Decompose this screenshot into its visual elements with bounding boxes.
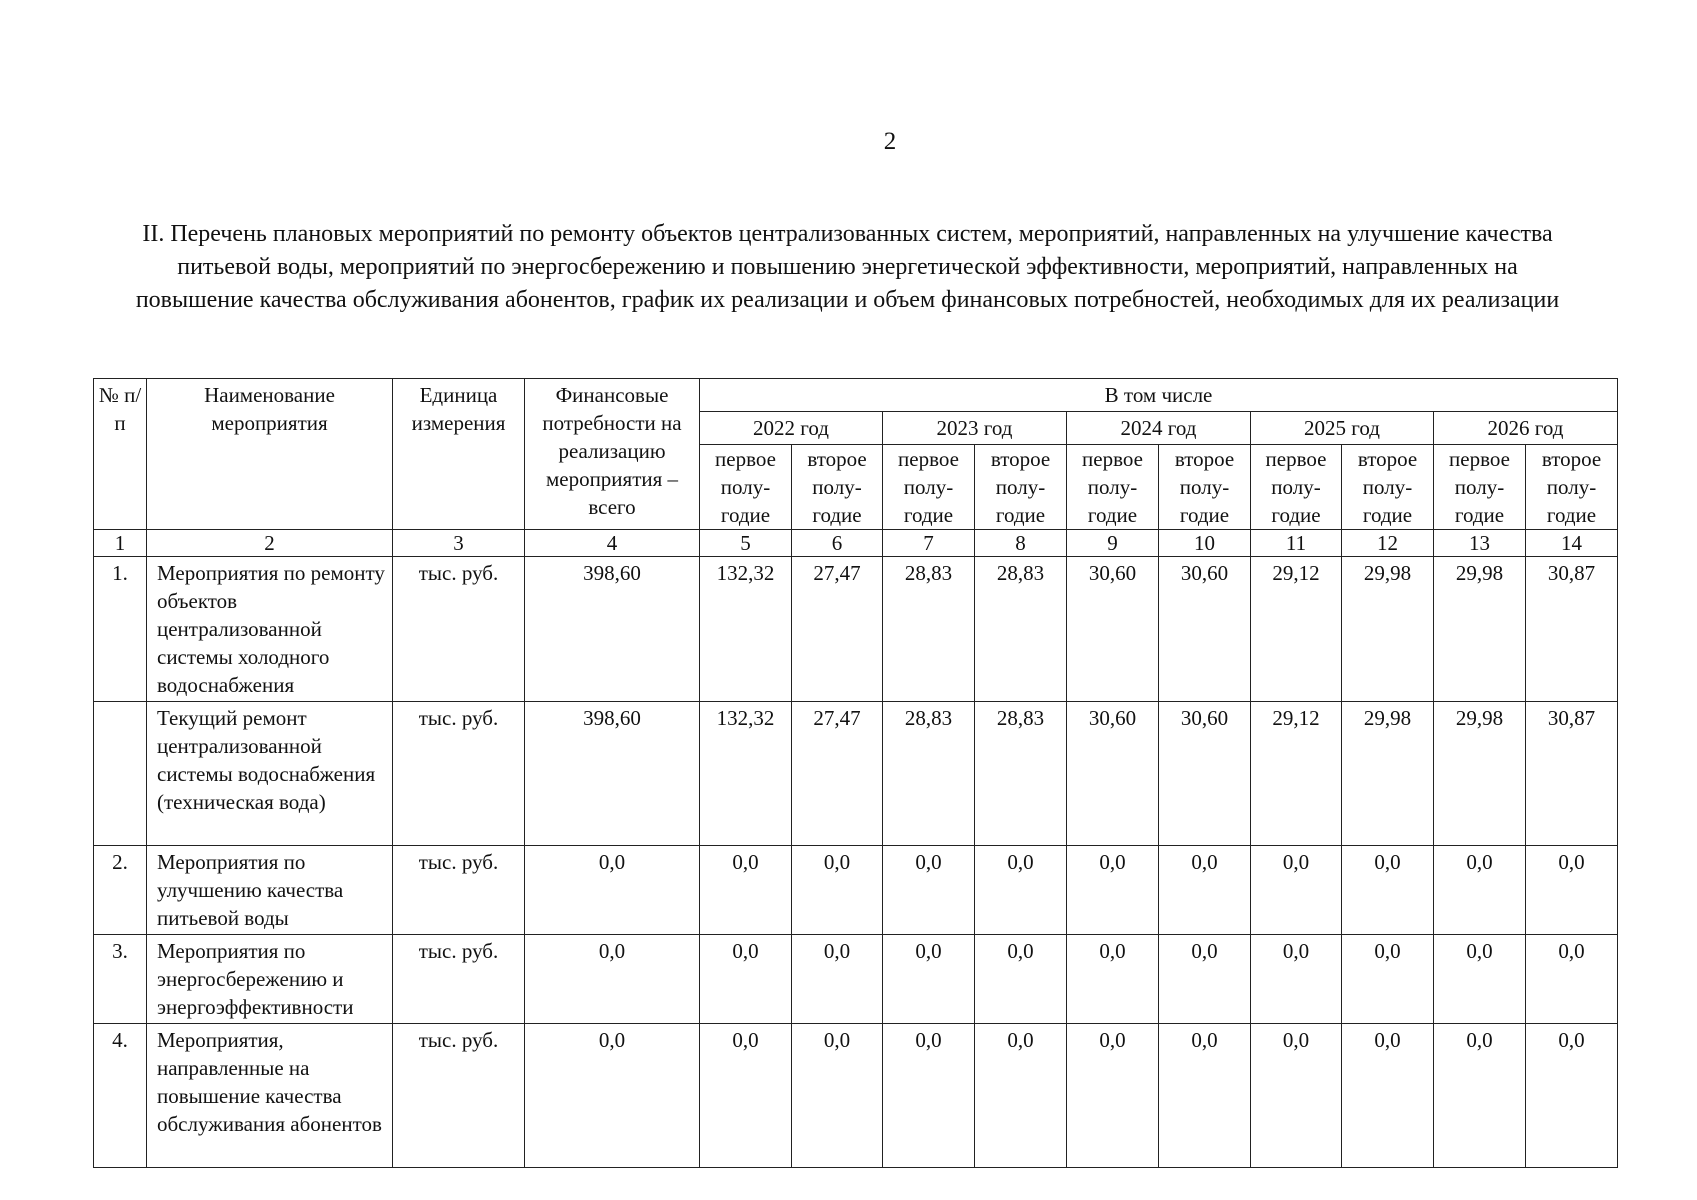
- row-value: 0,0: [792, 846, 883, 935]
- table-row: [94, 557, 1618, 702]
- header-second-half: второе полу-годие: [1159, 445, 1251, 530]
- row-value: 132,32: [700, 557, 792, 702]
- row-num: [94, 702, 147, 846]
- row-value: 30,60: [1159, 557, 1251, 702]
- row-value: 27,47: [792, 702, 883, 846]
- header-second-half: второе полу-годие: [1342, 445, 1434, 530]
- header-name: Наименование мероприятия: [147, 379, 393, 530]
- row-value: 0,0: [1159, 1024, 1251, 1168]
- row-value: 0,0: [1251, 1024, 1342, 1168]
- row-value: 0,0: [1434, 1024, 1526, 1168]
- row-num: 1.: [94, 557, 147, 702]
- row-value: 0,0: [700, 935, 792, 1024]
- row-value: 0,0: [1342, 935, 1434, 1024]
- row-num: 2.: [94, 846, 147, 935]
- row-unit: тыс. руб.: [393, 557, 525, 702]
- column-number: 8: [975, 530, 1067, 557]
- row-value: 0,0: [883, 846, 975, 935]
- header-year: 2022 год: [700, 412, 883, 445]
- header-year: 2024 год: [1067, 412, 1251, 445]
- row-value: 0,0: [1159, 846, 1251, 935]
- column-number: 7: [883, 530, 975, 557]
- row-unit: тыс. руб.: [393, 1024, 525, 1168]
- header-unit: Единица измерения: [393, 379, 525, 530]
- row-value: 0,0: [1342, 846, 1434, 935]
- row-unit: тыс. руб.: [393, 935, 525, 1024]
- column-number: 6: [792, 530, 883, 557]
- table-row: [94, 1024, 1618, 1168]
- row-value: 0,0: [1526, 1024, 1618, 1168]
- row-value: 29,98: [1342, 557, 1434, 702]
- column-number-row: [94, 530, 1618, 557]
- table-row: [94, 935, 1618, 1024]
- header-first-half: первое полу-годие: [1434, 445, 1526, 530]
- row-value: 0,0: [1251, 935, 1342, 1024]
- row-value: 0,0: [1067, 935, 1159, 1024]
- row-value: 0,0: [1434, 935, 1526, 1024]
- header-second-half: второе полу-годие: [975, 445, 1067, 530]
- row-unit: тыс. руб.: [393, 846, 525, 935]
- row-name: Мероприятия, направленные на повышение качества обслуживания абонентов: [147, 1024, 393, 1168]
- row-value: 0,0: [700, 1024, 792, 1168]
- row-value: 0,0: [883, 1024, 975, 1168]
- header-first-half: первое полу-годие: [1251, 445, 1342, 530]
- row-value: 0,0: [1067, 1024, 1159, 1168]
- row-total: 0,0: [525, 846, 700, 935]
- column-number: 12: [1342, 530, 1434, 557]
- row-name: Мероприятия по энергосбережению и энергоэффективности: [147, 935, 393, 1024]
- row-total: 398,60: [525, 702, 700, 846]
- header-first-half: первое полу-годие: [1067, 445, 1159, 530]
- row-value: 0,0: [1342, 1024, 1434, 1168]
- plan-table: [93, 378, 1618, 1168]
- header-second-half: второе полу-годие: [1526, 445, 1618, 530]
- header-year: 2023 год: [883, 412, 1067, 445]
- row-value: 27,47: [792, 557, 883, 702]
- column-number: 13: [1434, 530, 1526, 557]
- table-header: [94, 379, 1618, 557]
- header-second-half: второе полу-годие: [792, 445, 883, 530]
- row-value: 132,32: [700, 702, 792, 846]
- row-total: 398,60: [525, 557, 700, 702]
- row-value: 0,0: [1526, 935, 1618, 1024]
- row-value: 0,0: [975, 1024, 1067, 1168]
- row-name: Мероприятия по улучшению качества питьевой воды: [147, 846, 393, 935]
- column-number: 3: [393, 530, 525, 557]
- row-value: 0,0: [975, 846, 1067, 935]
- header-year: 2026 год: [1434, 412, 1618, 445]
- column-number: 4: [525, 530, 700, 557]
- header-including: В том числе: [700, 379, 1618, 412]
- table-row: [94, 702, 1618, 846]
- row-total: 0,0: [525, 1024, 700, 1168]
- table-body: [94, 557, 1618, 1168]
- row-value: 0,0: [975, 935, 1067, 1024]
- page-number: 2: [883, 128, 897, 155]
- row-value: 0,0: [792, 935, 883, 1024]
- row-value: 0,0: [883, 935, 975, 1024]
- column-number: 9: [1067, 530, 1159, 557]
- column-number: 2: [147, 530, 393, 557]
- row-value: 0,0: [1434, 846, 1526, 935]
- row-value: 30,60: [1067, 557, 1159, 702]
- row-num: 3.: [94, 935, 147, 1024]
- row-value: 28,83: [975, 557, 1067, 702]
- header-total: Финансовые потребности на реализацию мероприятия – всего: [525, 379, 700, 530]
- header-first-half: первое полу-годие: [700, 445, 792, 530]
- row-value: 0,0: [1159, 935, 1251, 1024]
- column-number: 14: [1526, 530, 1618, 557]
- row-value: 0,0: [1251, 846, 1342, 935]
- row-name: Текущий ремонт централизованной системы водоснабжения (техническая вода): [147, 702, 393, 846]
- row-value: 29,12: [1251, 702, 1342, 846]
- row-unit: тыс. руб.: [393, 702, 525, 846]
- column-number: 5: [700, 530, 792, 557]
- row-value: 30,87: [1526, 702, 1618, 846]
- document-title: II. Перечень плановых мероприятий по ремонту объектов централизованных систем, мероприятий, направленных на улучшение качества питьевой воды, мероприятий по энергосбережению и повышению энергетической эффективности, мероприятий, направленных на повышение качества обслуживания абонентов, график их реализации и объем финансовых потребностей, необходимых для их реализации: [135, 221, 1560, 313]
- row-name: Мероприятия по ремонту объектов централизованной системы холодного водоснабжения: [147, 557, 393, 702]
- row-value: 29,98: [1434, 702, 1526, 846]
- header-first-half: первое полу-годие: [883, 445, 975, 530]
- row-value: 28,83: [883, 702, 975, 846]
- row-value: 29,98: [1434, 557, 1526, 702]
- row-value: 30,87: [1526, 557, 1618, 702]
- row-value: 0,0: [792, 1024, 883, 1168]
- row-total: 0,0: [525, 935, 700, 1024]
- header-num: № п/п: [94, 379, 147, 530]
- row-value: 0,0: [700, 846, 792, 935]
- column-number: 10: [1159, 530, 1251, 557]
- header-year: 2025 год: [1251, 412, 1434, 445]
- row-num: 4.: [94, 1024, 147, 1168]
- row-value: 30,60: [1067, 702, 1159, 846]
- row-value: 29,98: [1342, 702, 1434, 846]
- table-row: [94, 846, 1618, 935]
- column-number: 11: [1251, 530, 1342, 557]
- row-value: 28,83: [883, 557, 975, 702]
- row-value: 0,0: [1067, 846, 1159, 935]
- column-number: 1: [94, 530, 147, 557]
- row-value: 30,60: [1159, 702, 1251, 846]
- row-value: 29,12: [1251, 557, 1342, 702]
- row-value: 0,0: [1526, 846, 1618, 935]
- row-value: 28,83: [975, 702, 1067, 846]
